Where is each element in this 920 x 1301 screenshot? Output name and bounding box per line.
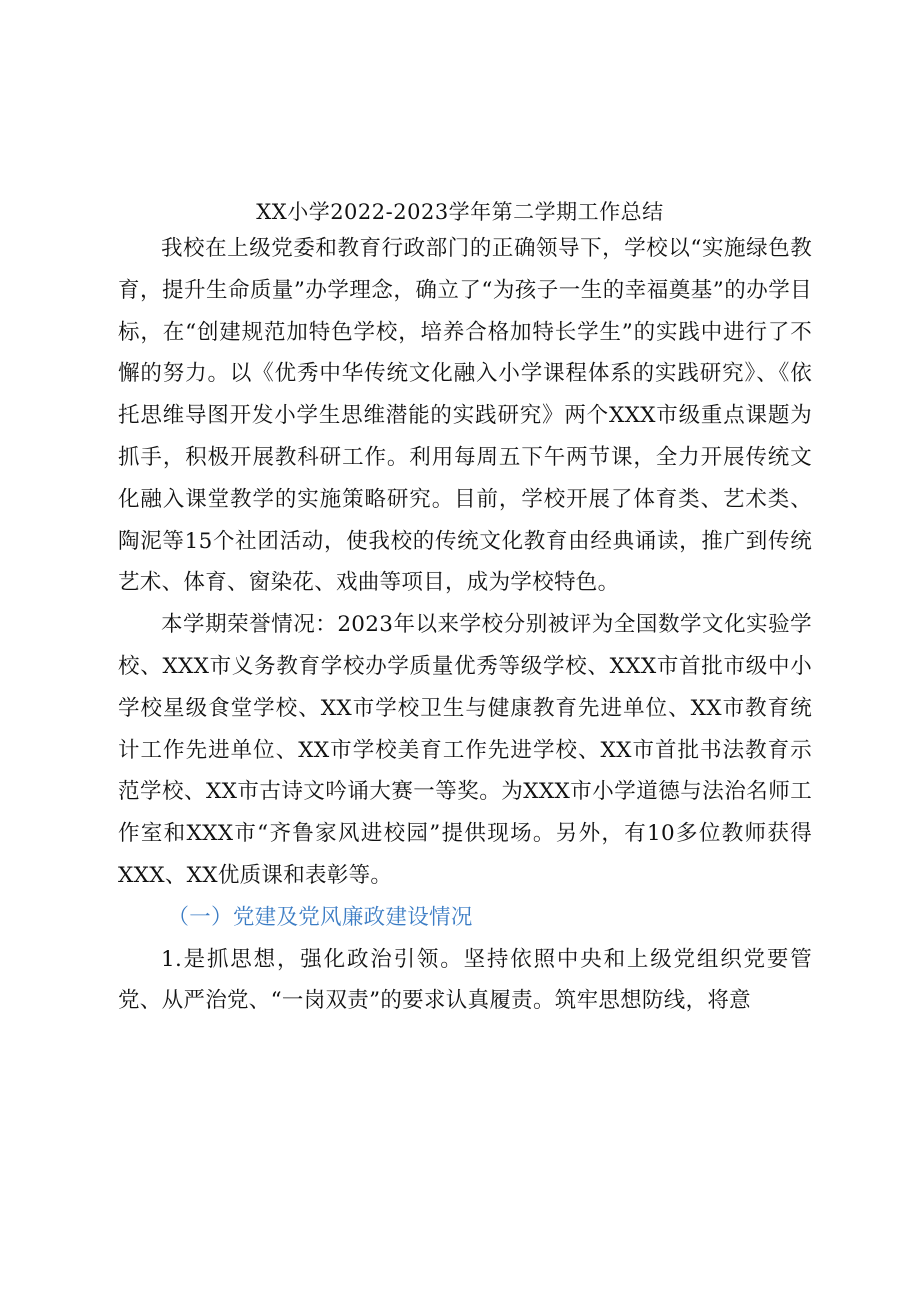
document-body xyxy=(118,228,812,1022)
document-title: XX小学2022-2023学年第二学期工作总结 xyxy=(256,200,664,224)
paragraph-honors: 本学期荣誉情况：2023年以来学校分别被评为全国数学文化实验学校、XXX市义务教育学校办学质量优秀等级学校、XXX市首批市级中小学校星级食堂学校、XX市学校卫生与健康教育先进单位、XX市教育统计工作先进单位、XX市学校美育工作先进学校、XX市首批书法教育示范学校、XX市古诗文吟诵大赛一等奖。为XXX市小学道德与法治名师工作室和XXX市“齐鲁家风进校园”提供现场。另外，有10多位教师获得XXX、XX优质课和表彰等。 xyxy=(118,612,812,888)
paragraph-intro: 我校在上级党委和教育行政部门的正确领导下，学校以“实施绿色教育，提升生命质量”办学理念，确立了“为孩子一生的幸福奠基”的办学目标，在“创建规范加特色学校，培养合格加特长学生”的实践中进行了不懈的努力。以《优秀中华传统文化融入小学课程体系的实践研究》、《依托思维导图开发小学生思维潜能的实践研究》两个XXX市级重点课题为抓手，积极开展教科研工作。利用每周五下午两节课，全力开展传统文化融入课堂教学的实施策略研究。目前，学校开展了体育类、艺术类、陶泥等15个社团活动，使我校的传统文化教育由经典诵读，推广到传统艺术、体育、窗染花、戏曲等项目，成为学校特色。 xyxy=(118,236,812,596)
paragraph-item-1: 1.是抓思想，强化政治引领。坚持依照中央和上级党组织党要管党、从严治党、“一岗双责”的要求认真履责。筑牢思想防线，将意 xyxy=(118,946,812,1014)
section-heading-party-building: （一）党建及党风廉政建设情况 xyxy=(167,904,473,930)
